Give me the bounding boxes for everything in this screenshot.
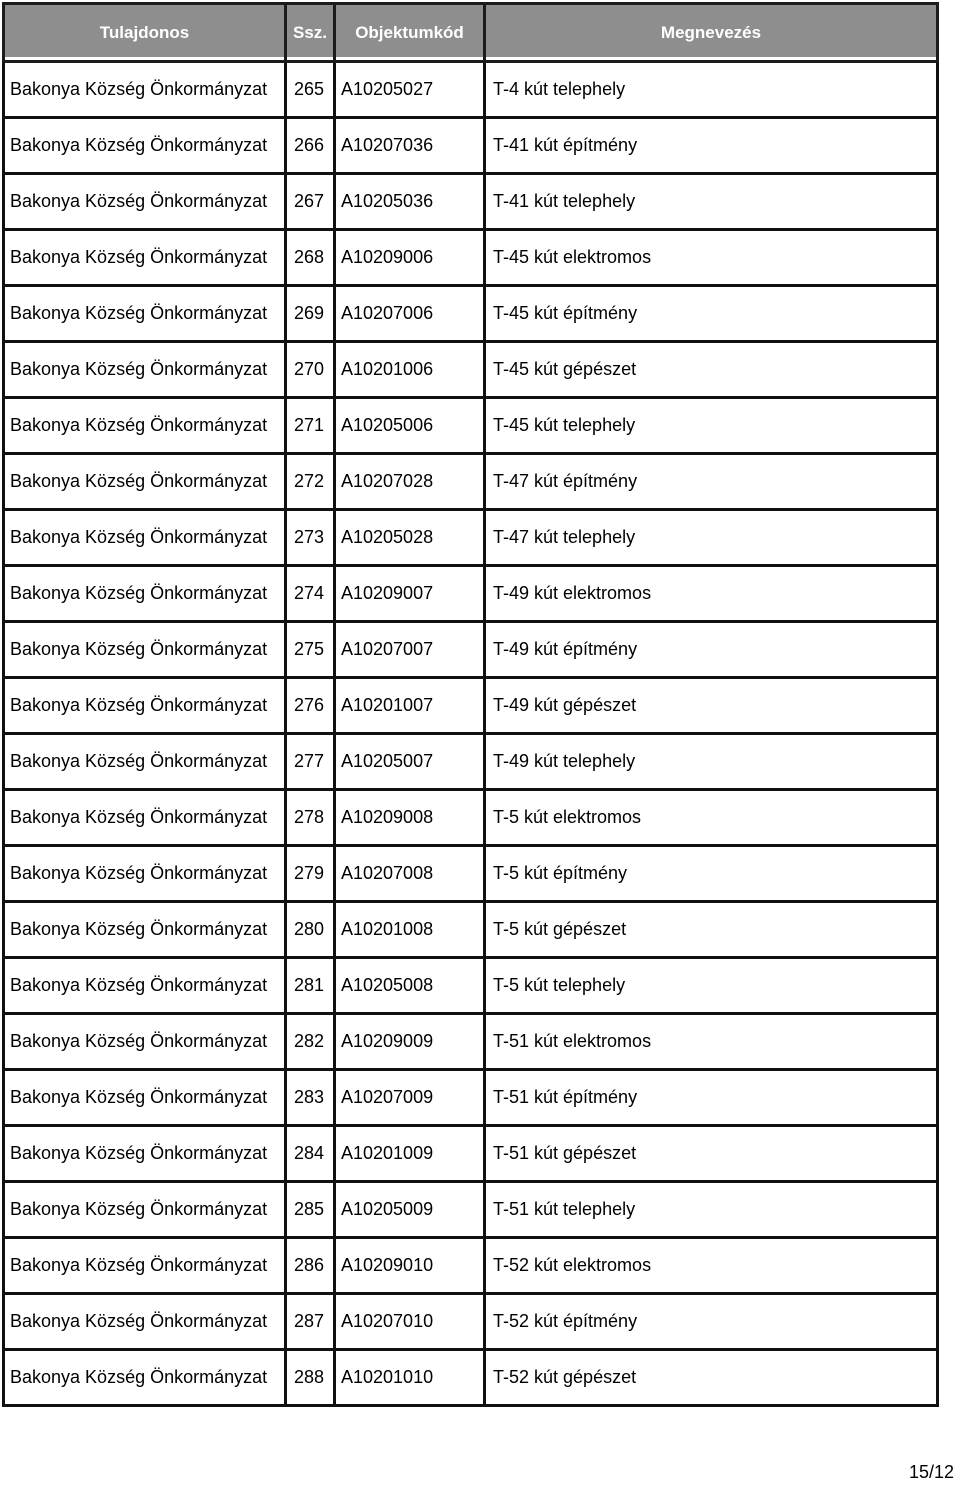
cell-code: A10201008 (335, 902, 485, 958)
table-row (4, 790, 938, 846)
cell-name: T-47 kút építmény (485, 454, 938, 510)
cell-ssz: 276 (286, 678, 335, 734)
table-row (4, 1238, 938, 1294)
cell-owner: Bakonya Község Önkormányzat (4, 1070, 286, 1126)
table-row (4, 1350, 938, 1406)
cell-code: A10209006 (335, 230, 485, 286)
table-row (4, 734, 938, 790)
cell-ssz: 265 (286, 62, 335, 118)
table-row (4, 846, 938, 902)
cell-ssz: 267 (286, 174, 335, 230)
cell-ssz: 277 (286, 734, 335, 790)
table-row (4, 454, 938, 510)
header-ssz: Ssz. (286, 4, 335, 62)
cell-name: T-51 kút építmény (485, 1070, 938, 1126)
cell-ssz: 283 (286, 1070, 335, 1126)
table-row (4, 286, 938, 342)
cell-code: A10205028 (335, 510, 485, 566)
cell-code: A10201006 (335, 342, 485, 398)
cell-owner: Bakonya Község Önkormányzat (4, 1294, 286, 1350)
cell-ssz: 275 (286, 622, 335, 678)
cell-owner: Bakonya Község Önkormányzat (4, 678, 286, 734)
cell-owner: Bakonya Község Önkormányzat (4, 342, 286, 398)
table-row (4, 342, 938, 398)
cell-code: A10207028 (335, 454, 485, 510)
header-name: Megnevezés (485, 4, 938, 62)
cell-owner: Bakonya Község Önkormányzat (4, 118, 286, 174)
asset-table (2, 2, 939, 1407)
cell-code: A10207007 (335, 622, 485, 678)
cell-owner: Bakonya Község Önkormányzat (4, 174, 286, 230)
cell-name: T-41 kút telephely (485, 174, 938, 230)
cell-owner: Bakonya Község Önkormányzat (4, 398, 286, 454)
cell-name: T-51 kút telephely (485, 1182, 938, 1238)
table-row (4, 174, 938, 230)
cell-owner: Bakonya Község Önkormányzat (4, 1182, 286, 1238)
cell-owner: Bakonya Község Önkormányzat (4, 230, 286, 286)
table-row (4, 1126, 938, 1182)
cell-ssz: 272 (286, 454, 335, 510)
cell-code: A10207010 (335, 1294, 485, 1350)
cell-ssz: 280 (286, 902, 335, 958)
cell-ssz: 282 (286, 1014, 335, 1070)
cell-name: T-5 kút gépészet (485, 902, 938, 958)
cell-owner: Bakonya Község Önkormányzat (4, 1238, 286, 1294)
cell-name: T-45 kút telephely (485, 398, 938, 454)
cell-name: T-41 kút építmény (485, 118, 938, 174)
cell-code: A10205027 (335, 62, 485, 118)
table-row (4, 230, 938, 286)
cell-code: A10207006 (335, 286, 485, 342)
table-body (4, 62, 938, 1406)
cell-ssz: 269 (286, 286, 335, 342)
cell-code: A10201009 (335, 1126, 485, 1182)
cell-owner: Bakonya Község Önkormányzat (4, 790, 286, 846)
table-row (4, 118, 938, 174)
cell-ssz: 271 (286, 398, 335, 454)
cell-owner: Bakonya Község Önkormányzat (4, 622, 286, 678)
cell-name: T-45 kút elektromos (485, 230, 938, 286)
cell-name: T-49 kút gépészet (485, 678, 938, 734)
table-row (4, 62, 938, 118)
cell-name: T-5 kút telephely (485, 958, 938, 1014)
cell-code: A10209010 (335, 1238, 485, 1294)
cell-ssz: 279 (286, 846, 335, 902)
cell-code: A10201010 (335, 1350, 485, 1406)
cell-name: T-45 kút építmény (485, 286, 938, 342)
cell-ssz: 268 (286, 230, 335, 286)
table-row (4, 958, 938, 1014)
table-row (4, 510, 938, 566)
cell-owner: Bakonya Község Önkormányzat (4, 286, 286, 342)
cell-name: T-4 kút telephely (485, 62, 938, 118)
cell-owner: Bakonya Község Önkormányzat (4, 958, 286, 1014)
table-row (4, 566, 938, 622)
cell-code: A10209007 (335, 566, 485, 622)
table-row (4, 1182, 938, 1238)
cell-name: T-52 kút gépészet (485, 1350, 938, 1406)
cell-name: T-47 kút telephely (485, 510, 938, 566)
cell-code: A10207036 (335, 118, 485, 174)
cell-ssz: 266 (286, 118, 335, 174)
cell-code: A10205009 (335, 1182, 485, 1238)
cell-ssz: 285 (286, 1182, 335, 1238)
cell-code: A10209009 (335, 1014, 485, 1070)
cell-name: T-52 kút elektromos (485, 1238, 938, 1294)
cell-code: A10205006 (335, 398, 485, 454)
cell-code: A10205008 (335, 958, 485, 1014)
cell-code: A10205036 (335, 174, 485, 230)
cell-owner: Bakonya Község Önkormányzat (4, 566, 286, 622)
table-row (4, 622, 938, 678)
cell-ssz: 286 (286, 1238, 335, 1294)
table-row (4, 1294, 938, 1350)
cell-code: A10207008 (335, 846, 485, 902)
cell-ssz: 273 (286, 510, 335, 566)
cell-ssz: 274 (286, 566, 335, 622)
table-row (4, 1070, 938, 1126)
cell-owner: Bakonya Község Önkormányzat (4, 1350, 286, 1406)
cell-code: A10201007 (335, 678, 485, 734)
cell-owner: Bakonya Község Önkormányzat (4, 510, 286, 566)
table-row (4, 1014, 938, 1070)
cell-ssz: 281 (286, 958, 335, 1014)
cell-owner: Bakonya Község Önkormányzat (4, 902, 286, 958)
cell-code: A10205007 (335, 734, 485, 790)
cell-name: T-52 kút építmény (485, 1294, 938, 1350)
table-row (4, 902, 938, 958)
cell-name: T-5 kút építmény (485, 846, 938, 902)
cell-ssz: 284 (286, 1126, 335, 1182)
cell-ssz: 288 (286, 1350, 335, 1406)
cell-ssz: 287 (286, 1294, 335, 1350)
cell-owner: Bakonya Község Önkormányzat (4, 846, 286, 902)
cell-name: T-51 kút elektromos (485, 1014, 938, 1070)
header-owner: Tulajdonos (4, 4, 286, 62)
table-header-row (4, 4, 938, 62)
cell-owner: Bakonya Község Önkormányzat (4, 62, 286, 118)
cell-ssz: 270 (286, 342, 335, 398)
page-number: 15/12 (908, 1462, 954, 1482)
header-code: Objektumkód (335, 4, 485, 62)
cell-code: A10207009 (335, 1070, 485, 1126)
cell-ssz: 278 (286, 790, 335, 846)
cell-owner: Bakonya Község Önkormányzat (4, 734, 286, 790)
cell-name: T-5 kút elektromos (485, 790, 938, 846)
cell-name: T-49 kút építmény (485, 622, 938, 678)
table-row (4, 398, 938, 454)
cell-owner: Bakonya Község Önkormányzat (4, 1126, 286, 1182)
cell-owner: Bakonya Község Önkormányzat (4, 454, 286, 510)
cell-owner: Bakonya Község Önkormányzat (4, 1014, 286, 1070)
cell-name: T-49 kút elektromos (485, 566, 938, 622)
cell-name: T-49 kút telephely (485, 734, 938, 790)
table-row (4, 678, 938, 734)
cell-name: T-45 kút gépészet (485, 342, 938, 398)
asset-table-container (2, 2, 936, 1407)
cell-name: T-51 kút gépészet (485, 1126, 938, 1182)
cell-code: A10209008 (335, 790, 485, 846)
